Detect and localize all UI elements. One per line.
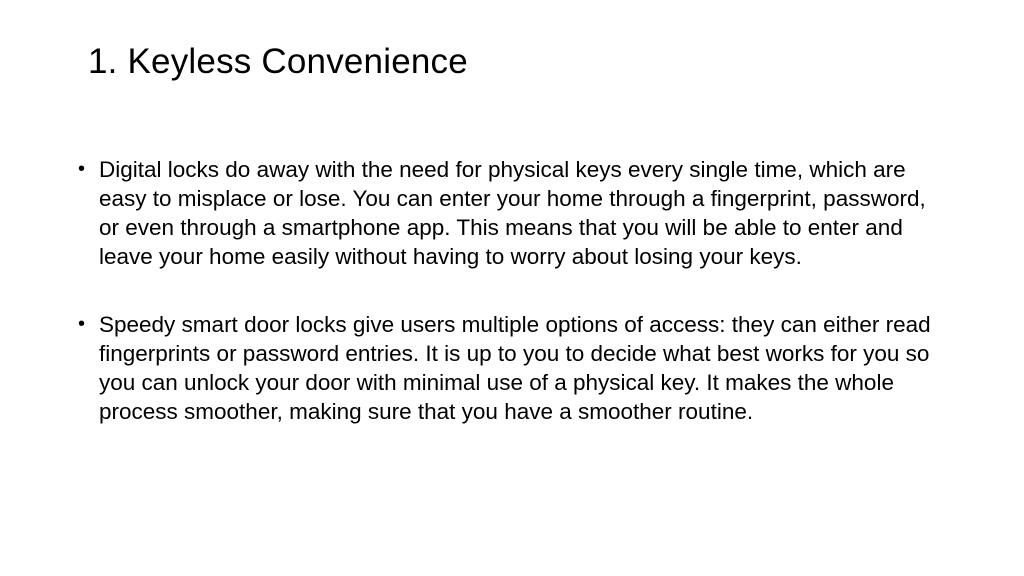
slide-title: 1. Keyless Convenience (88, 42, 468, 81)
bullet-list (78, 155, 948, 426)
bullet-dot-icon: • (78, 158, 86, 180)
bullet-item-keyless (78, 155, 948, 271)
bullet-text: Speedy smart door locks give users multiple options of access: they can either read fingerprints or password entries. It is up to you to decide what best works for you so you can unlock your door with minimal use of a physical key. It makes the whole process smoother, making sure that you have a smoother routine. (99, 312, 931, 424)
bullet-text: Digital locks do away with the need for physical keys every single time, which are easy to misplace or lose. You can enter your home through a fingerprint, password, or even through a smartphone app. This means that you will be able to enter and leave your home easily without having to worry about losing your keys. (99, 157, 926, 269)
bullet-item-access-options (78, 310, 948, 426)
bullet-dot-icon: • (78, 313, 86, 335)
